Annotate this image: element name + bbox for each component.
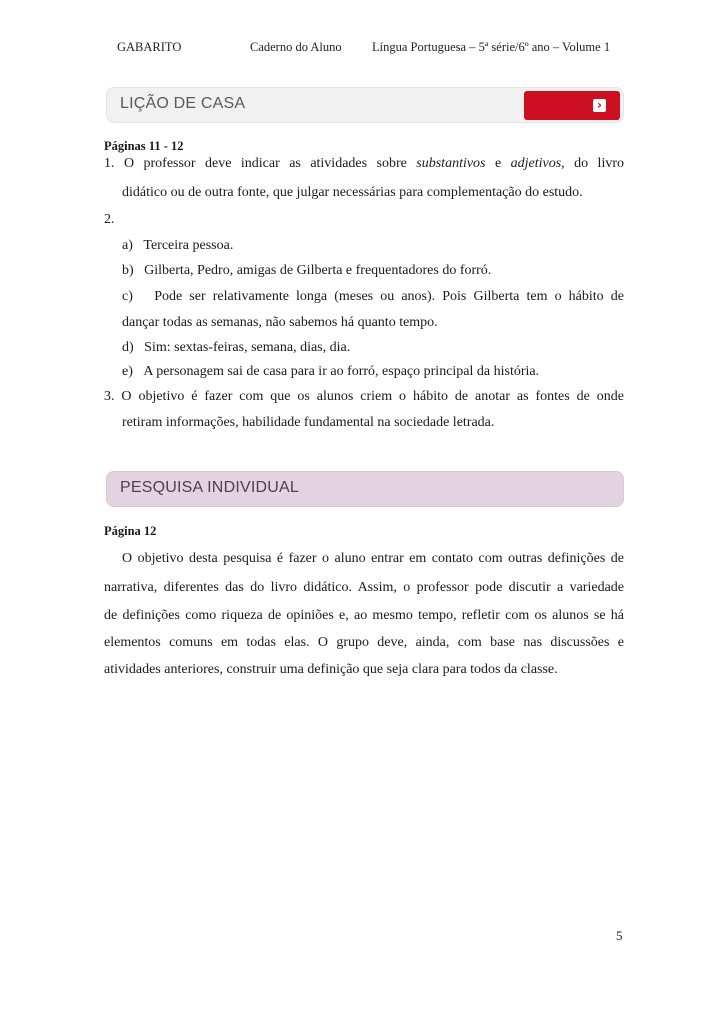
- q1-adjetivos: adjetivos: [510, 156, 562, 171]
- header-disciplina: Língua Portuguesa – 5ª série/6º ano – Volume 1: [372, 40, 611, 54]
- pesquisa-line-5: atividades anteriores, construir uma definição que seja clara para todos da classe.: [104, 662, 558, 677]
- licao-de-casa-banner: [106, 87, 624, 123]
- page-number: 5: [616, 928, 623, 943]
- q2-number: 2.: [104, 212, 115, 227]
- q1-text-a: 1. O professor deve indicar as atividades sobre: [104, 156, 417, 171]
- pesquisa-individual-banner: [106, 471, 624, 507]
- q1-line-1: [104, 155, 624, 173]
- pesquisa-line-1: O objetivo desta pesquisa é fazer o aluno entrar em contato com outras definições de: [122, 551, 624, 566]
- red-accent-bar: [524, 91, 620, 120]
- licao-pages-ref: Páginas 11 - 12: [104, 139, 184, 153]
- pesquisa-individual-title: PESQUISA INDIVIDUAL: [120, 479, 299, 496]
- q1-substantivos: substantivos: [416, 156, 486, 171]
- pesquisa-line-2: narrativa, diferentes das do livro didático. Assim, o professor pode discutir a variedade: [104, 580, 624, 595]
- q1-line-2: didático ou de outra fonte, que julgar necessárias para complementação do estudo.: [122, 185, 583, 200]
- q2-item-c-line-2: dançar todas as semanas, não sabemos há quanto tempo.: [122, 315, 438, 330]
- q3-line-2: retiram informações, habilidade fundamental na sociedade letrada.: [122, 415, 495, 430]
- licao-de-casa-title: LIÇÃO DE CASA: [120, 95, 246, 112]
- pesquisa-page-ref: Página 12: [104, 524, 157, 538]
- pesquisa-line-4: elementos comuns em todas elas. O grupo deve, ainda, com base nas discussões e: [104, 635, 624, 650]
- chevron-right-icon: ›: [593, 99, 606, 112]
- header-caderno: Caderno do Aluno: [250, 40, 342, 54]
- q2-item-c-line-1: c) Pode ser relativamente longa (meses ou anos). Pois Gilberta tem o hábito de: [122, 289, 624, 304]
- q3-line-1: 3. O objetivo é fazer com que os alunos criem o hábito de anotar as fontes de onde: [104, 389, 624, 404]
- q2-item-a: a) Terceira pessoa.: [122, 238, 234, 253]
- q1-text-c: e: [485, 156, 511, 171]
- pesquisa-line-3: de definições como riqueza de opiniões e, ao mesmo tempo, refletir com os alunos se há: [104, 608, 624, 623]
- q1-text-e: , do livro: [561, 156, 624, 171]
- header-gabarito: GABARITO: [117, 40, 182, 54]
- q2-item-b: b) Gilberta, Pedro, amigas de Gilberta e frequentadores do forró.: [122, 263, 492, 278]
- q2-item-d: d) Sim: sextas-feiras, semana, dias, dia.: [122, 340, 351, 355]
- q2-item-e: e) A personagem sai de casa para ir ao forró, espaço principal da história.: [122, 364, 540, 379]
